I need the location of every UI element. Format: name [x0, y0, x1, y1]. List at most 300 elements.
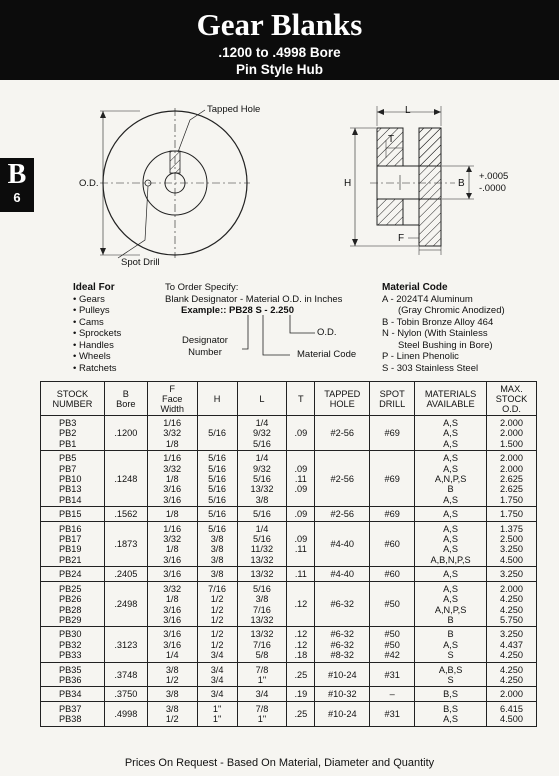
cell-text: 3/4 — [210, 650, 224, 661]
cell-stock-number — [41, 687, 105, 701]
cell-text: .11 — [294, 544, 307, 555]
cell-t — [287, 507, 315, 521]
cell-text: #50 — [384, 629, 400, 640]
cell-text: .09 — [294, 509, 308, 520]
cell-max-od — [487, 521, 537, 567]
header-text: MATERIALS — [424, 388, 477, 399]
cell-text: 3/16 — [163, 494, 182, 505]
cell-face-width — [147, 581, 197, 627]
cell-text: .4998 — [114, 708, 138, 719]
cell-text: #6-32 — [330, 599, 355, 610]
cell-text: A,N,P,S — [434, 604, 467, 615]
table-row — [41, 581, 537, 627]
cell-text: B — [447, 614, 454, 625]
cell-text: A,S — [443, 594, 458, 605]
cell-text: 3/32 — [163, 463, 182, 474]
ideal-for-item: • Wheels — [73, 351, 111, 362]
header-bore — [104, 382, 147, 416]
side-view — [350, 106, 474, 255]
cell-text: 3/8 — [255, 594, 269, 605]
cell-h — [197, 581, 237, 627]
ideal-for-item: • Sprockets — [73, 328, 122, 339]
cell-text: 3/16 — [163, 554, 182, 565]
order-block — [165, 282, 342, 317]
cell-text: PB34 — [59, 689, 82, 700]
material-code-line: Steel Bushing in Bore) — [398, 339, 493, 351]
cell-text: PB38 — [59, 714, 82, 725]
cell-text: 3/8 — [210, 569, 224, 580]
cell-text: A,S — [443, 544, 458, 555]
cell-text: 4.250 — [500, 674, 524, 685]
cell-spot-drill — [370, 451, 415, 507]
cell-text: 1/2 — [165, 714, 179, 725]
cell-text: PB5 — [59, 453, 77, 464]
cell-text: 1/2 — [210, 629, 224, 640]
cell-text: 2.000 — [500, 689, 524, 700]
cell-materials — [415, 507, 487, 521]
material-code-line: A - 2024T4 Aluminum — [382, 293, 473, 305]
cell-tapped-hole — [315, 567, 370, 581]
cell-materials — [415, 581, 487, 627]
cell-text: .09 — [294, 428, 308, 439]
cell-text: S — [447, 650, 454, 661]
cell-text: PB2 — [59, 428, 77, 439]
header-text: MAX. — [500, 383, 523, 394]
pricing-note: Prices On Request - Based On Material, Diameter and Quantity — [124, 757, 435, 769]
header-text: Width — [160, 403, 184, 414]
cell-text: 3/8 — [210, 554, 224, 565]
cell-text: .12 — [294, 599, 308, 610]
cell-text: 5/16 — [208, 523, 227, 534]
cell-text: 5/16 — [208, 494, 227, 505]
cell-text: PB29 — [59, 614, 82, 625]
cell-text: 4.250 — [500, 664, 524, 675]
cell-text: 13/32 — [250, 569, 274, 580]
table-row — [41, 687, 537, 701]
cell-text: 5/16 — [253, 438, 271, 449]
cell-bore — [104, 701, 147, 726]
cell-materials — [415, 416, 487, 451]
header-text: DRILL — [379, 398, 406, 409]
page-title: Gear Blanks — [196, 7, 363, 42]
cell-text: PB14 — [59, 494, 82, 505]
cell-text: #6-32 — [330, 639, 355, 650]
cell-text: .09 — [294, 534, 308, 545]
cell-spot-drill — [370, 507, 415, 521]
cell-stock-number — [41, 507, 105, 521]
cell-text: A,S — [443, 569, 458, 580]
table-row — [41, 521, 537, 567]
cell-text: 1/4 — [255, 418, 269, 428]
ideal-for-item: • Pulleys — [73, 305, 110, 316]
cell-max-od — [487, 701, 537, 726]
od-callout: O.D. — [317, 327, 337, 338]
cell-text: 2.000 — [500, 583, 524, 594]
cell-bore — [104, 662, 147, 687]
header-text: Face — [161, 393, 183, 404]
cell-text: 5/16 — [208, 428, 227, 439]
cell-stock-number — [41, 662, 105, 687]
cell-text: 1/4 — [255, 523, 269, 534]
cell-text: #2-56 — [330, 509, 355, 520]
cell-text: .25 — [294, 708, 308, 719]
cell-t — [287, 687, 315, 701]
cell-text: .3123 — [114, 639, 138, 650]
cell-spot-drill — [370, 687, 415, 701]
cell-tapped-hole — [315, 627, 370, 662]
cell-text: 5/8 — [255, 650, 269, 661]
cell-t — [287, 521, 315, 567]
header-materials — [415, 382, 487, 416]
section-tab-number: 6 — [13, 190, 21, 205]
cell-face-width — [147, 567, 197, 581]
cell-materials — [415, 627, 487, 662]
header-text: STOCK — [495, 393, 528, 404]
cell-text: .1200 — [114, 428, 138, 439]
header-text: NUMBER — [52, 398, 93, 409]
cell-text: #8-32 — [330, 650, 355, 661]
table-header-row — [41, 382, 537, 416]
cell-text: 3/32 — [163, 428, 182, 439]
cell-text: A,N,P,S — [434, 474, 467, 485]
header-text: B — [122, 388, 129, 399]
cell-tapped-hole — [315, 581, 370, 627]
cell-l — [237, 567, 287, 581]
cell-text: A,S — [443, 523, 458, 534]
cell-t — [287, 581, 315, 627]
cell-text: 3/8 — [165, 703, 179, 714]
cell-text: 13/32 — [250, 484, 274, 495]
cell-text: S — [447, 674, 454, 685]
cell-text: 7/16 — [253, 639, 271, 650]
cell-text: #2-56 — [330, 428, 355, 439]
cell-h — [197, 687, 237, 701]
cell-bore — [104, 521, 147, 567]
header-tapped-hole — [315, 382, 370, 416]
cell-stock-number — [41, 581, 105, 627]
order-line-1: To Order Specify: — [165, 282, 239, 293]
cell-text: .2405 — [114, 569, 138, 580]
cell-text: 1/8 — [165, 594, 179, 605]
cell-text: #60 — [384, 569, 400, 580]
cell-text: .18 — [294, 650, 308, 661]
header-text: STOCK — [56, 388, 89, 399]
cell-text: #50 — [384, 639, 400, 650]
cell-text: 3/4 — [210, 664, 224, 675]
cell-text: #31 — [384, 669, 400, 680]
cell-materials — [415, 567, 487, 581]
cell-face-width — [147, 687, 197, 701]
header-text: T — [298, 393, 304, 404]
dim-h-label: H — [344, 178, 352, 189]
header-text: H — [213, 393, 221, 404]
header-t — [287, 382, 315, 416]
cell-t — [287, 567, 315, 581]
cell-text: PB15 — [59, 509, 82, 520]
cell-spot-drill — [370, 521, 415, 567]
cell-spot-drill — [370, 701, 415, 726]
cell-text: 5/16 — [208, 484, 227, 495]
material-code-line: (Gray Chromic Anodized) — [398, 305, 505, 316]
material-code-callout: Material Code — [297, 349, 357, 360]
section-tab-letter: B — [7, 159, 27, 190]
cell-text: 3/8 — [210, 544, 224, 555]
cell-text: 4.250 — [500, 650, 524, 661]
cell-text: 3/4 — [210, 674, 224, 685]
cell-text: .1562 — [114, 509, 138, 520]
cell-l — [237, 627, 287, 662]
cell-text: #6-32 — [330, 629, 355, 640]
material-code-line: N - Nylon (With Stainless — [382, 328, 488, 339]
cell-text: 1" — [212, 703, 222, 714]
cell-text: 1/2 — [210, 639, 224, 650]
cell-materials — [415, 521, 487, 567]
spot-drill-label: Spot Drill — [121, 257, 160, 268]
cell-text: A,S — [443, 428, 458, 439]
cell-text: PB10 — [59, 474, 82, 485]
cell-text — [200, 418, 235, 428]
cell-tapped-hole — [315, 701, 370, 726]
cell-text: 1.375 — [500, 523, 524, 534]
header-stock — [41, 382, 105, 416]
cell-l — [237, 701, 287, 726]
cell-text: 2.000 — [500, 463, 524, 474]
cell-text: 11/32 — [250, 544, 274, 555]
cell-text: .19 — [294, 689, 308, 700]
cell-text: 2.625 — [500, 484, 524, 495]
cell-text: 13/32 — [250, 629, 274, 640]
table-row — [41, 451, 537, 507]
cell-bore — [104, 567, 147, 581]
header-h — [197, 382, 237, 416]
cell-text: PB32 — [59, 639, 82, 650]
material-code-heading: Material Code — [382, 282, 448, 293]
cell-text: 1/2 — [210, 614, 224, 625]
cell-l — [237, 581, 287, 627]
header-text: L — [259, 393, 265, 404]
dim-b-label: B — [458, 178, 465, 189]
cell-tapped-hole — [315, 507, 370, 521]
cell-text: 3/32 — [163, 534, 182, 545]
cell-text: 1/8 — [165, 474, 179, 485]
cell-text: 3/16 — [163, 569, 182, 580]
table-row — [41, 627, 537, 662]
header-text: Bore — [116, 398, 136, 409]
cell-text: 1/8 — [165, 544, 179, 555]
cell-h — [197, 701, 237, 726]
header-text: O.D. — [502, 403, 521, 414]
cell-text: .2498 — [114, 599, 138, 610]
cell-text: 9/32 — [253, 463, 271, 474]
cell-text: .3750 — [114, 689, 138, 700]
cell-materials — [415, 701, 487, 726]
cell-max-od — [487, 662, 537, 687]
od-label: O.D. — [79, 178, 99, 189]
cell-text: 3/8 — [255, 494, 269, 505]
cell-text: 1/8 — [165, 509, 179, 520]
tapped-hole-mark — [170, 151, 180, 173]
cell-text: 2.000 — [500, 428, 524, 439]
cell-text: #42 — [384, 650, 400, 661]
cell-max-od — [487, 687, 537, 701]
cell-text: B — [447, 484, 454, 495]
cell-text: PB13 — [59, 484, 82, 495]
cell-text: A,B,S — [438, 664, 463, 675]
cell-text: A,S — [443, 583, 458, 594]
cell-text: PB35 — [59, 664, 82, 675]
cell-text: 3/4 — [210, 689, 224, 700]
cell-text: .25 — [294, 669, 308, 680]
cell-l — [237, 416, 287, 451]
cell-text: 5/16 — [253, 509, 271, 520]
cell-text: .12 — [294, 629, 308, 640]
cell-text: .1248 — [114, 474, 138, 485]
cell-text: #4-40 — [330, 569, 355, 580]
cell-text: 13/32 — [250, 614, 274, 625]
cell-text: 5/16 — [253, 534, 271, 545]
cell-max-od — [487, 451, 537, 507]
cell-bore — [104, 507, 147, 521]
cell-text: 4.500 — [500, 714, 524, 725]
bore-range-subtitle: .1200 to .4998 Bore — [218, 45, 341, 60]
cell-bore — [104, 451, 147, 507]
cell-text: PB1 — [59, 438, 77, 449]
cell-text: 5/16 — [208, 453, 227, 464]
cell-text: #60 — [384, 539, 400, 550]
gear-blank-drawing — [0, 80, 559, 270]
cell-l — [237, 662, 287, 687]
ideal-for-item: • Cams — [73, 316, 104, 328]
cell-text: 1.750 — [500, 494, 524, 505]
header-text: F — [169, 383, 176, 394]
header-text: TAPPED — [324, 388, 361, 399]
cell-l — [237, 451, 287, 507]
cell-max-od — [487, 581, 537, 627]
cell-text: .09 — [294, 484, 308, 495]
cell-text: 4.250 — [500, 594, 524, 605]
cell-text: 4.500 — [500, 554, 524, 565]
material-code-line: S - 303 Stainless Steel — [382, 362, 479, 374]
designator-callout — [182, 335, 228, 358]
order-example: Example:: PB28 S - 2.250 — [181, 305, 294, 316]
cell-text: .11 — [294, 569, 307, 580]
cell-l — [237, 507, 287, 521]
cell-text: 2.000 — [500, 453, 524, 464]
cell-text: PB24 — [59, 569, 82, 580]
material-code-block — [382, 282, 505, 374]
cell-text: 1/4 — [255, 453, 269, 464]
cell-text: 5/16 — [208, 463, 227, 474]
material-code-line: B - Tobin Bronze Alloy 464 — [382, 316, 494, 328]
cell-h — [197, 451, 237, 507]
cell-stock-number — [41, 701, 105, 726]
cell-text: 1/16 — [163, 523, 182, 534]
cell-text: 5/16 — [208, 509, 227, 520]
cell-text: PB19 — [59, 544, 82, 555]
cell-text: PB25 — [59, 583, 82, 594]
cell-h — [197, 627, 237, 662]
dim-f-label: F — [398, 233, 405, 244]
cell-text: PB33 — [59, 650, 82, 661]
cell-t — [287, 662, 315, 687]
cell-text: 5/16 — [253, 474, 271, 485]
cell-text: B,S — [443, 703, 458, 714]
cell-text: PB7 — [59, 463, 77, 474]
cell-h — [197, 416, 237, 451]
cell-text: .12 — [294, 639, 308, 650]
cell-text: 7/16 — [208, 583, 227, 594]
cell-text: 7/16 — [253, 604, 271, 615]
cell-text: 4.437 — [500, 639, 524, 650]
cell-text: 1/2 — [165, 674, 179, 685]
cell-face-width — [147, 507, 197, 521]
cell-text: 5/16 — [208, 474, 227, 485]
order-line-2: Blank Designator - Material O.D. in Inches — [165, 293, 343, 305]
cell-text: 1" — [212, 714, 222, 725]
cell-text: B — [447, 629, 454, 640]
cell-text: 3.250 — [500, 544, 524, 555]
ideal-for-item: • Ratchets — [73, 362, 117, 374]
cell-text: 7/8 — [255, 703, 269, 714]
header-max-od — [487, 382, 537, 416]
cell-text: #50 — [384, 599, 400, 610]
header-face-width — [147, 382, 197, 416]
header-text: AVAILABLE — [426, 398, 475, 409]
cell-bore — [104, 627, 147, 662]
cell-text: 2.500 — [500, 534, 524, 545]
cell-t — [287, 416, 315, 451]
cell-text: 3/16 — [163, 629, 182, 640]
cell-text: 3.250 — [500, 629, 524, 640]
cell-text: .11 — [294, 474, 307, 485]
cell-text: .3748 — [114, 669, 138, 680]
cell-materials — [415, 451, 487, 507]
header-text: HOLE — [329, 398, 355, 409]
cell-t — [287, 701, 315, 726]
cell-text: PB3 — [59, 418, 77, 428]
cell-text: #69 — [384, 428, 400, 439]
cell-text: 9/32 — [253, 428, 271, 439]
cell-text: #69 — [384, 474, 400, 485]
cell-text: #31 — [384, 708, 400, 719]
cell-text: 3/16 — [163, 604, 182, 615]
cell-bore — [104, 416, 147, 451]
cell-spot-drill — [370, 662, 415, 687]
cell-face-width — [147, 521, 197, 567]
cell-tapped-hole — [315, 451, 370, 507]
cell-text: A,S — [443, 438, 458, 449]
cell-text: A,S — [443, 534, 458, 545]
cell-h — [197, 567, 237, 581]
cell-text: .1873 — [114, 539, 138, 550]
tapped-hole-label: Tapped Hole — [207, 104, 261, 115]
cell-text: 2.000 — [500, 418, 524, 428]
tolerance-minus: -.0000 — [479, 183, 506, 194]
cell-text: #10-32 — [327, 689, 357, 700]
cell-materials — [415, 662, 487, 687]
ideal-for-item: • Gears — [73, 293, 105, 305]
cell-max-od — [487, 507, 537, 521]
tolerance-plus: +.0005 — [479, 171, 509, 182]
cell-text: 6.415 — [500, 703, 524, 714]
cell-text: 1/8 — [165, 438, 179, 449]
cell-text: – — [389, 689, 395, 700]
cell-materials — [415, 687, 487, 701]
cell-text — [200, 439, 235, 449]
dim-t-label: T — [388, 134, 395, 145]
cell-h — [197, 521, 237, 567]
cell-text: #10-24 — [327, 708, 357, 719]
